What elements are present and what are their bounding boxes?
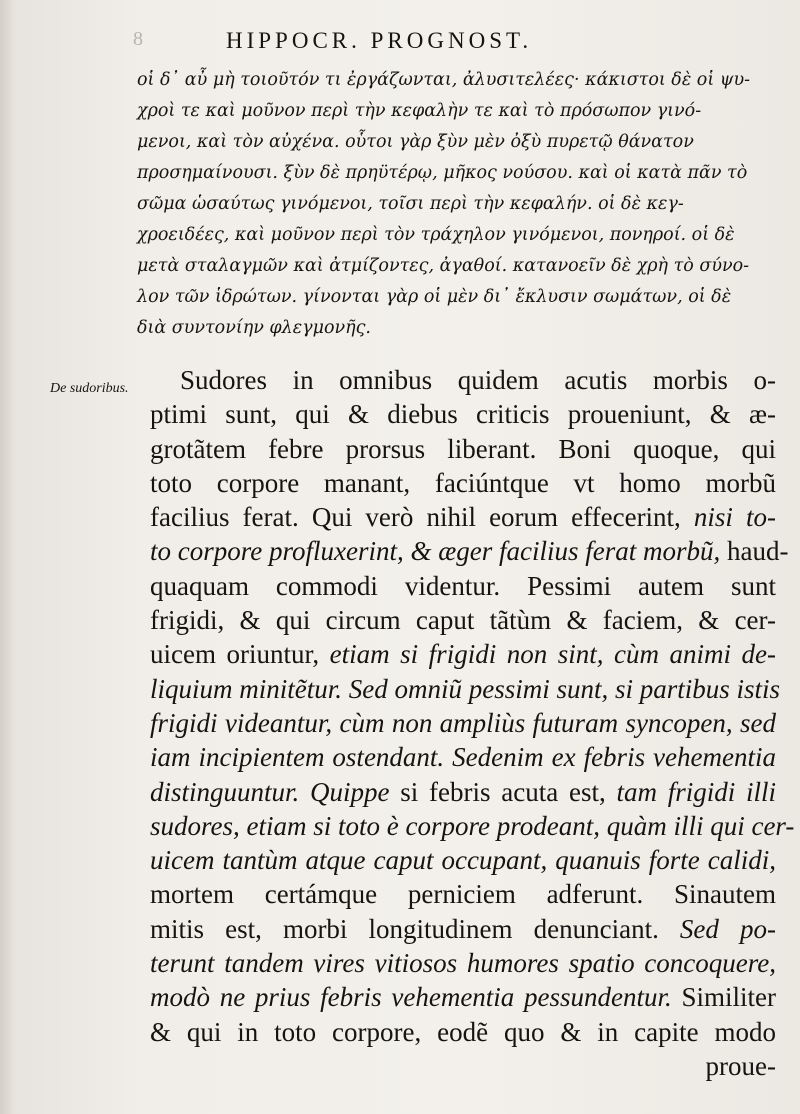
roman-run: frigidi, & qui circum caput tãtùm & faciem, & cer- [150,605,776,636]
roman-run: & qui in toto corpore, eodẽ quo & in capite modo [150,1016,776,1047]
greek-line: χροὶ τε καὶ μοῦνον περὶ τὴν κεφαλὴν τε καὶ τὸ πρόσωπον γινό- [137,101,702,121]
greek-text-block [137,65,777,344]
italic-run: sudores, etiam si toto è corpore prodeant, quàm illi qui cer- [150,810,795,841]
gutter-shadow [0,0,14,1114]
italic-run: to corpore profluxerint, & æger facilius ferat morbũ, [150,536,721,567]
greek-line: χροειδέες, καὶ μοῦνον περὶ τὸν τράχηλον γινόμενοι, πονηροί. οἱ δὲ [137,225,735,245]
latin-line [150,672,781,706]
latin-line [150,397,776,431]
latin-line [150,1015,776,1049]
italic-run: uicem tantùm atque caput occupant, quanuis forte calidi, [150,845,776,876]
margin-note: De sudoribus. [50,381,129,396]
latin-line [150,1049,776,1083]
roman-run: Similiter [671,982,776,1013]
greek-line: προσημαίνουσι. ξὺν δὲ πρηϋτέρῳ, μῆκος νούσου. καὶ οἱ κατὰ πᾶν τὸ [137,163,748,183]
greek-line: διὰ συντονίην φλεγμονῆς. [137,318,371,338]
latin-text-block [150,363,795,1083]
roman-run: mortem certámque perniciem adferunt. Sinautem [150,879,776,910]
italic-run: terunt tandem vires vitiosos humores spatio concoquere, [150,948,776,979]
greek-line: μενοι, καὶ τὸν αὐχένα. οὗτοι γὰρ ξὺν μὲν ὀξὺ πυρετῷ θάνατον [137,132,694,152]
latin-line [150,740,776,774]
roman-run: proue- [705,1050,776,1081]
latin-line [150,912,776,946]
latin-line [150,500,776,534]
latin-line [150,980,776,1014]
italic-run: modò ne prius febris vehementia pessundentur. [150,982,672,1013]
greek-line: μετὰ σταλαγμῶν καὶ ἀτμίζοντες, ἀγαθοί. κατανοεῖν δὲ χρὴ τὸ σύνο- [137,256,750,276]
latin-line [150,466,776,500]
latin-line [150,534,789,568]
latin-line [150,603,776,637]
italic-run: liquium minitẽtur. Sed omniũ pessimi sunt, si partibus istis [150,673,781,704]
roman-run: grotãtem febre prorsus liberant. Boni quoque, qui [150,433,776,464]
latin-line [150,843,776,877]
italic-run: frigidi videantur, cùm non ampliùs futuram syncopen, sed [150,707,776,738]
page-number: 8 [133,28,143,50]
roman-run: si febris acuta est, [389,776,617,807]
italic-run: Sed po- [679,913,776,944]
italic-run: distinguuntur. Quippe [150,776,390,807]
roman-run: Sudores in omnibus quidem acutis morbis o- [180,365,776,395]
italic-run: tam frigidi illi [616,776,776,807]
italic-run: etiam si frigidi non sint, cùm animi de- [329,639,776,670]
roman-run: mitis est, morbi longitudinem denunciant. [150,913,680,944]
latin-line [150,363,776,397]
roman-run: haud- [720,536,789,567]
latin-line [150,637,776,671]
roman-run: facilius ferat. Qui verò nihil eorum effecerint, [150,502,694,533]
roman-run: uicem oriuntur, [150,639,330,670]
italic-run: iam incipientem ostendant. Sedenim ex febris vehementia [150,742,776,773]
roman-run: ptimi sunt, qui & diebus criticis proueniunt, & æ- [150,399,776,430]
latin-line [150,432,776,466]
latin-line [150,569,776,603]
italic-run: nisi to- [693,502,776,533]
greek-line: οἱ δ᾽ αὖ μὴ τοιοῦτόν τι ἐργάζωνται, ἀλυσιτελέες· κάκιστοι δὲ οἱ ψυ- [137,70,751,90]
greek-line: σῶμα ὡσαύτως γινόμενοι, τοῖσι περὶ τὴν κεφαλήν. οἱ δὲ κεγ- [137,194,684,214]
latin-line [150,877,776,911]
latin-line [150,775,776,809]
latin-line [150,706,776,740]
roman-run: quaquam commodi videntur. Pessimi autem sunt [150,570,776,601]
roman-run: toto corpore manant, faciúntque vt homo morbũ [150,467,776,498]
latin-line [150,946,776,980]
running-head: HIPPOCR. PROGNOST. [226,28,533,53]
greek-line: λον τῶν ἱδρώτων. γίνονται γὰρ οἱ μὲν δι᾽ ἔκλυσιν σωμάτων, οἱ δὲ [137,287,732,307]
latin-line [150,809,795,843]
